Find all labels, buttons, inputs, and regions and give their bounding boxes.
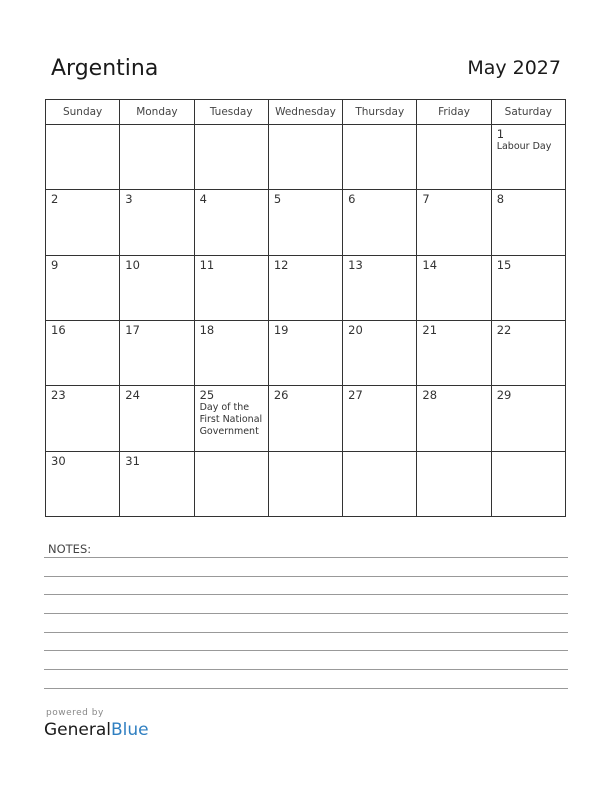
day-cell bbox=[194, 320, 268, 385]
holiday-label: Labour Day bbox=[496, 141, 552, 152]
day-cell bbox=[417, 320, 491, 385]
note-line bbox=[44, 576, 568, 577]
day-number: 26 bbox=[273, 388, 289, 403]
day-cell bbox=[268, 386, 342, 451]
day-number: 25 bbox=[199, 388, 215, 403]
note-line bbox=[44, 650, 568, 651]
day-cell bbox=[417, 125, 491, 190]
calendar-week-row bbox=[46, 255, 566, 320]
day-number: 7 bbox=[422, 192, 430, 207]
day-number: 14 bbox=[422, 257, 438, 272]
day-number: 10 bbox=[125, 257, 140, 272]
day-cell bbox=[268, 190, 342, 255]
day-cell bbox=[120, 451, 194, 516]
day-cell bbox=[46, 255, 120, 320]
day-cell bbox=[194, 255, 268, 320]
day-cell bbox=[343, 320, 417, 385]
weekday-monday: Monday bbox=[120, 100, 194, 125]
day-cell bbox=[194, 190, 268, 255]
generalblue-logo[interactable] bbox=[44, 720, 149, 740]
calendar-week-row bbox=[46, 190, 566, 255]
day-number: 19 bbox=[273, 322, 289, 337]
note-line bbox=[44, 669, 568, 670]
day-number: 18 bbox=[199, 322, 215, 337]
notes-label: NOTES: bbox=[48, 542, 92, 556]
weekday-sunday: Sunday bbox=[46, 100, 120, 125]
day-number: 11 bbox=[199, 257, 215, 272]
day-cell bbox=[268, 451, 342, 516]
note-line bbox=[44, 688, 568, 689]
month-year-title: May 2027 bbox=[467, 57, 561, 79]
day-number: 13 bbox=[348, 257, 363, 272]
day-number: 12 bbox=[273, 257, 289, 272]
day-cell bbox=[120, 386, 194, 451]
brand-blue-text: Blue bbox=[111, 720, 149, 740]
day-number: 31 bbox=[125, 453, 140, 468]
day-cell bbox=[491, 451, 565, 516]
day-number: 2 bbox=[51, 192, 59, 207]
day-cell bbox=[343, 125, 417, 190]
note-line bbox=[44, 557, 568, 558]
day-number: 8 bbox=[496, 192, 505, 207]
day-number: 5 bbox=[273, 192, 282, 207]
weekday-friday: Friday bbox=[417, 100, 491, 125]
day-number: 15 bbox=[496, 257, 512, 272]
holiday-label: Day of the First National Government bbox=[199, 402, 263, 438]
day-cell bbox=[491, 320, 565, 385]
calendar-week-row bbox=[46, 125, 566, 190]
day-cell bbox=[268, 255, 342, 320]
day-cell bbox=[417, 386, 491, 451]
calendar-week-row bbox=[46, 386, 566, 451]
day-number: 22 bbox=[496, 322, 512, 337]
note-line bbox=[44, 594, 568, 595]
calendar-body bbox=[46, 125, 566, 517]
weekday-tuesday: Tuesday bbox=[194, 100, 268, 125]
calendar-week-row bbox=[46, 451, 566, 516]
day-number: 21 bbox=[422, 322, 438, 337]
day-number: 1 bbox=[496, 127, 505, 141]
day-cell bbox=[491, 386, 565, 451]
day-number: 16 bbox=[51, 322, 66, 337]
day-cell bbox=[268, 125, 342, 190]
note-line bbox=[44, 613, 568, 614]
day-number: 30 bbox=[51, 453, 66, 468]
day-number: 27 bbox=[348, 388, 363, 403]
day-number: 4 bbox=[199, 192, 207, 207]
day-cell bbox=[491, 255, 565, 320]
day-number: 23 bbox=[51, 388, 66, 403]
day-number: 9 bbox=[51, 257, 59, 272]
brand-general-text: General bbox=[44, 720, 111, 740]
day-cell bbox=[268, 320, 342, 385]
weekday-wednesday: Wednesday bbox=[268, 100, 342, 125]
day-cell bbox=[417, 190, 491, 255]
day-cell bbox=[194, 125, 268, 190]
calendar-grid bbox=[45, 99, 566, 517]
day-cell bbox=[46, 125, 120, 190]
day-cell bbox=[343, 386, 417, 451]
day-cell bbox=[343, 451, 417, 516]
day-number: 3 bbox=[125, 192, 133, 207]
day-number: 29 bbox=[496, 388, 512, 403]
day-cell bbox=[491, 190, 565, 255]
day-number: 6 bbox=[348, 192, 356, 207]
country-title: Argentina bbox=[51, 56, 159, 81]
day-cell bbox=[417, 451, 491, 516]
weekday-header-row bbox=[46, 100, 566, 125]
day-cell bbox=[343, 190, 417, 255]
day-cell bbox=[46, 320, 120, 385]
day-cell bbox=[46, 190, 120, 255]
day-number: 20 bbox=[348, 322, 363, 337]
day-cell bbox=[46, 386, 120, 451]
day-cell bbox=[343, 255, 417, 320]
day-cell bbox=[120, 125, 194, 190]
day-number: 24 bbox=[125, 388, 140, 403]
day-cell bbox=[491, 125, 565, 190]
day-cell bbox=[194, 386, 268, 451]
day-cell bbox=[120, 320, 194, 385]
weekday-saturday: Saturday bbox=[491, 100, 565, 125]
day-number: 28 bbox=[422, 388, 438, 403]
powered-by-text: powered by bbox=[46, 708, 104, 718]
day-cell bbox=[46, 451, 120, 516]
note-line bbox=[44, 632, 568, 633]
day-cell bbox=[120, 255, 194, 320]
day-cell bbox=[120, 190, 194, 255]
day-cell bbox=[194, 451, 268, 516]
calendar-week-row bbox=[46, 320, 566, 385]
day-number: 17 bbox=[125, 322, 140, 337]
weekday-thursday: Thursday bbox=[343, 100, 417, 125]
day-cell bbox=[417, 255, 491, 320]
